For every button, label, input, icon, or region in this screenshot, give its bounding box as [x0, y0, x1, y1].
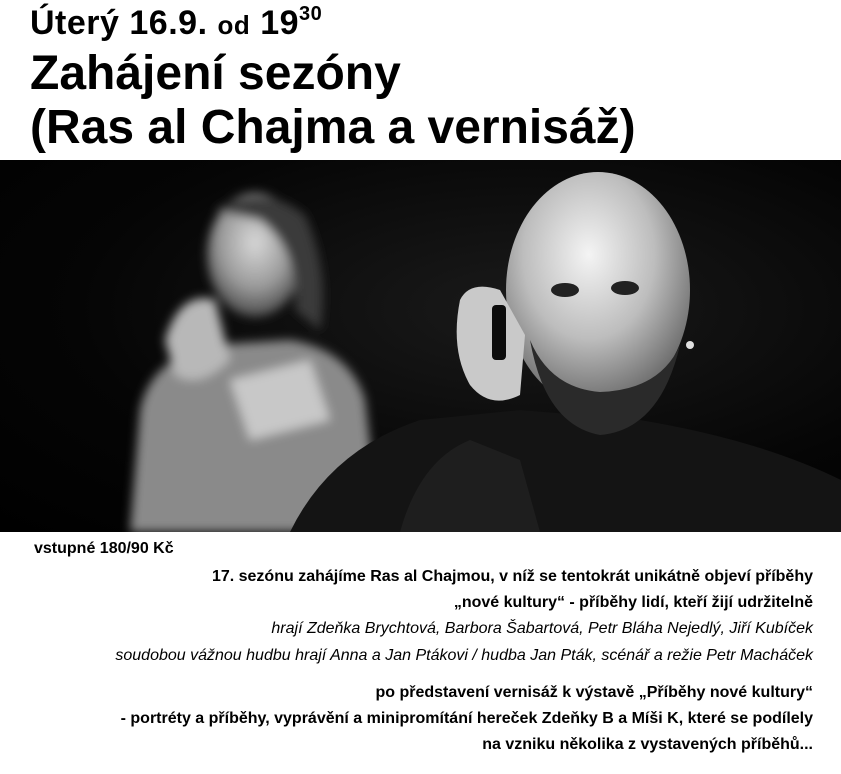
event-minutes: 30: [299, 3, 323, 25]
event-subtitle: (Ras al Chajma a vernisáž): [30, 101, 636, 154]
stage-photo-icon: [0, 160, 841, 532]
entry-price: vstupné 180/90 Kč: [34, 540, 174, 557]
event-from: od: [217, 10, 251, 40]
info-line-2: „nové kultury“ - příběhy lidí, kteří žijí udržitelně: [453, 594, 813, 611]
event-date: [30, 3, 323, 42]
after-show-line-3: na vzniku několika z vystavených příběhů...: [482, 736, 813, 753]
event-date-value: 16.9.: [129, 4, 208, 42]
event-hour: 19: [260, 4, 300, 42]
info-line-1: 17. sezónu zahájíme Ras al Chajmou, v níž se tentokrát unikátně objeví příběhy: [211, 568, 813, 585]
music-credits: soudobou vážnou hudbu hrají Anna a Jan Ptákovi / hudba Jan Pták, scénář a režie Petr Macháček: [115, 647, 813, 664]
after-show-line-2: - portréty a příběhy, vyprávění a minipromítání hereček Zdeňky B a Míši K, které se podílely: [120, 710, 813, 727]
after-show-line-1: po představení vernisáž k výstavě „Příběhy nové kultury“: [375, 684, 813, 701]
event-title: Zahájení sezóny: [30, 47, 401, 100]
cast-list: hrají Zdeňka Brychtová, Barbora Šabartová, Petr Bláha Nejedlý, Jiří Kubíček: [271, 620, 813, 637]
event-day: Úterý: [30, 4, 120, 42]
foreground-figure: [290, 172, 841, 532]
stage-photo: [0, 160, 841, 532]
